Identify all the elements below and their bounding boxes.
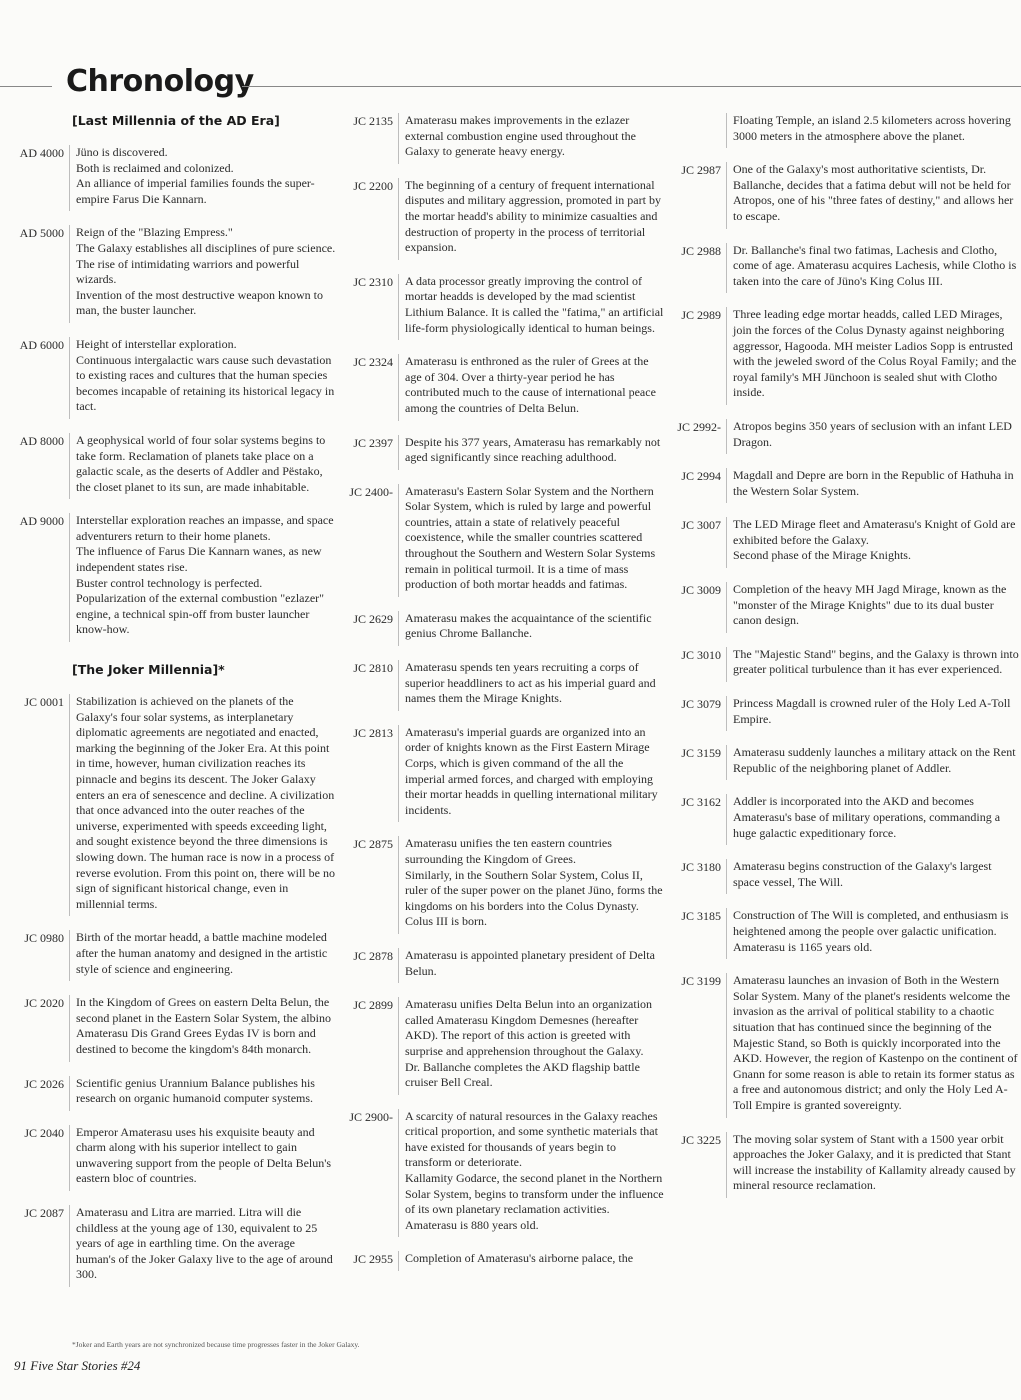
entry-body	[69, 1076, 336, 1111]
entry-line: Amaterasu makes improvements in the ezlazer external combustion engine used throughout the Galaxy to generate heavy energy.	[405, 113, 636, 159]
entry-date: JC 2813	[353, 725, 393, 740]
entry-body	[726, 419, 1021, 454]
timeline-entry	[336, 725, 664, 823]
entry-line: Amaterasu and Litra are married. Litra will die childless at the young age of 130, equivalent to 25 years of age in earthling time. On the average human's of the Joker Galaxy live to the age of around 300.	[76, 1205, 333, 1282]
joker-millennia-list	[0, 694, 336, 1287]
entry-date: JC 2878	[353, 948, 393, 963]
entry-line: Scientific genius Urannium Balance publishes his research on organic humanoid computer systems.	[76, 1075, 315, 1106]
entry-line: Birth of the mortar headd, a battle machine modeled after the human anatomy and designed in the artistic style of science and engineering.	[76, 930, 328, 976]
entry-body	[69, 337, 336, 419]
entry-date: JC 2994	[681, 469, 721, 484]
entry-line: Kallamity Godarce, the second planet in the Northern Solar System, begins to transform under the influence of its own planetary reclamation activities.	[405, 1171, 664, 1217]
timeline-entry	[664, 517, 1021, 568]
entry-date: AD 5000	[19, 226, 64, 241]
column-2	[336, 113, 664, 1285]
entry-body	[726, 745, 1021, 780]
entry-date: JC 2989	[681, 308, 721, 323]
entry-body	[398, 484, 664, 597]
entry-line: Amaterasu launches an invasion of Both in the Western Solar System. Many of the planet's residents welcome the invasion as the arrival of political stability to a chaotic situation that has continued since the beginning of the Majestic Stand, so Both is quickly incorporated into the AKD. However, the region of Kastenpo on the continent of Gnann for some reason is able to retain its former status as a free and autonomous district; and only the Holy Led A-Toll Empire is granted sovereignty.	[733, 973, 1018, 1112]
entry-date: JC 2992-	[677, 419, 721, 434]
entry-body	[69, 433, 336, 499]
column-1	[0, 113, 336, 1301]
entry-line: Magdall and Depre are born in the Republic of Hathuha in the Western Solar System.	[733, 468, 1014, 498]
entry-date: JC 3180	[681, 860, 721, 875]
entry-line: The influence of Farus Die Kannarn wanes, as new independent states rise.	[76, 544, 322, 575]
entry-date: JC 3009	[681, 583, 721, 598]
entry-body	[398, 113, 664, 164]
entry-date: JC 2400-	[349, 484, 393, 499]
entry-body	[726, 696, 1021, 731]
entry-date: AD 6000	[19, 337, 64, 352]
entry-body	[726, 973, 1021, 1117]
timeline-entry	[336, 948, 664, 983]
entry-line: Three leading edge mortar headds, called LED Mirages, join the forces of the Colus Dynasty against neighboring aggressor, Hagooda. MH meister Ladios Sopp is entrusted with the jeweled sword of the Colus Royal Family; and the royal family's MH Jünchoon is sealed shut with Clotho inside.	[733, 307, 1017, 400]
entry-date	[664, 113, 726, 148]
entry-body	[69, 995, 336, 1061]
timeline-entry	[0, 337, 336, 419]
entry-body	[69, 145, 336, 211]
entry-date: JC 3159	[681, 746, 721, 761]
timeline-entry	[664, 243, 1021, 294]
entry-date: JC 2875	[353, 837, 393, 852]
entry-body	[69, 1205, 336, 1287]
entry-line: Invention of the most destructive weapon known to man, the buster launcher.	[76, 287, 323, 318]
entry-line: An alliance of imperial families founds the super-empire Farus Die Kannarn.	[76, 176, 315, 206]
entry-line: Both is reclaimed and colonized.	[76, 160, 234, 175]
column-2-list	[336, 113, 664, 1271]
timeline-entry	[336, 660, 664, 711]
entry-line: Height of interstellar exploration.	[76, 336, 237, 351]
timeline-entry-continued	[664, 113, 1021, 148]
timeline-entry	[664, 794, 1021, 845]
entry-body	[398, 997, 664, 1095]
entry-body	[726, 162, 1021, 228]
entry-date: JC 2810	[353, 661, 393, 676]
entry-date: JC 2200	[353, 178, 393, 193]
section-heading-ad-era: [Last Millennia of the AD Era]	[72, 113, 280, 128]
timeline-entry	[336, 354, 664, 420]
entry-line: Construction of The Will is completed, and enthusiasm is heightened among the people over galactic unification.	[733, 908, 1009, 938]
page-number: 91 Five Star Stories #24	[14, 1358, 141, 1373]
entry-line: Completion of the heavy MH Jagd Mirage, known as the "monster of the Mirage Knights" due to its dual buster canon design.	[733, 582, 1007, 628]
entry-line: Despite his 377 years, Amaterasu has remarkably not aged significantly since reaching adulthood.	[405, 434, 661, 465]
footnote: *Joker and Earth years are not synchronized because time progresses faster in the Joker Galaxy.	[72, 1340, 360, 1349]
entry-line: The Galaxy establishes all disciplines of pure science.	[76, 240, 336, 255]
entry-line: Addler is incorporated into the AKD and becomes Amaterasu's base of military operations, commanding a huge galactic expeditionary force.	[733, 794, 1001, 840]
entry-body	[726, 794, 1021, 845]
entry-date: JC 0980	[24, 931, 64, 946]
entry-line: Amaterasu's Eastern Solar System and the Northern Solar System, which is ruled by large and powerful countries, attain a state of relatively peaceful coexistence, while the smaller countries scattered throughout the Southern and Western Solar Systems remain in political turmoil. It is a time of mass production of both mortar headds and fatimas.	[405, 483, 656, 592]
entry-body	[726, 307, 1021, 405]
timeline-entry	[0, 1205, 336, 1287]
entry-body	[398, 836, 664, 934]
entry-body	[69, 1125, 336, 1191]
entry-line: Jüno is discovered.	[76, 145, 168, 159]
entry-line: Dr. Ballanche completes the AKD flagship battle cruiser Bell Creal.	[405, 1059, 640, 1090]
entry-line: Completion of Amaterasu's airborne palace, the	[405, 1251, 634, 1266]
entry-line: A data processor greatly improving the control of mortar headds is developed by the mad scientist Lithium Balance. It is called the "fatima," an artificial life-form physiologically identical to human beings.	[405, 273, 664, 335]
entry-body	[398, 1251, 664, 1271]
entry-body	[726, 1132, 1021, 1198]
entry-date: JC 2629	[353, 611, 393, 626]
timeline-entry	[0, 930, 336, 981]
timeline-entry	[0, 995, 336, 1061]
timeline-entry	[664, 582, 1021, 633]
entry-line: One of the Galaxy's most authoritative scientists, Dr. Ballanche, decides that a fatima debut will not be held for Atropos, one of his "three fates of destiny," and allows her to escape.	[733, 162, 1014, 223]
entry-line: Amaterasu unifies the ten eastern countries surrounding the Kingdom of Grees.	[405, 836, 612, 866]
entry-body	[398, 435, 664, 470]
entry-line: Princess Magdall is crowned ruler of the Holy Led A-Toll Empire.	[733, 696, 1011, 726]
entry-date: JC 3079	[681, 697, 721, 712]
entry-body	[726, 582, 1021, 633]
entry-date: JC 2026	[24, 1076, 64, 1091]
entry-body	[726, 908, 1021, 959]
entry-date: JC 3162	[681, 795, 721, 810]
entry-line: Emperor Amaterasu uses his exquisite beauty and charm along with his superior intellect to gain unwavering support from the people of Delta Belun's eastern bloc of countries.	[76, 1124, 332, 1186]
timeline-entry	[0, 694, 336, 916]
entry-line: Amaterasu is 1165 years old.	[733, 939, 873, 954]
entry-date: AD 9000	[19, 514, 64, 529]
timeline-entry	[664, 1132, 1021, 1198]
entry-body	[726, 647, 1021, 682]
timeline-entry	[664, 647, 1021, 682]
entry-body	[726, 243, 1021, 294]
entry-line: Similarly, in the Southern Solar System, Colus II, ruler of the super power on the planet Jüno, forms the kingdoms on his borders into the Colus Dynasty.	[405, 867, 663, 913]
entry-body	[69, 225, 336, 323]
timeline-entry	[664, 419, 1021, 454]
timeline-entry	[336, 836, 664, 934]
entry-date: AD 8000	[19, 433, 64, 448]
timeline-entry	[0, 145, 336, 211]
timeline-entry	[336, 484, 664, 597]
entry-line: Continuous intergalactic wars cause such devastation to existing races and cultures that the human species becomes incapable of retaining its historical legacy in tact.	[76, 352, 335, 414]
timeline-entry	[664, 859, 1021, 894]
entry-line: Amaterasu begins construction of the Galaxy's largest space vessel, The Will.	[733, 859, 992, 889]
entry-date: JC 3007	[681, 518, 721, 533]
section-heading-joker-millennia: [The Joker Millennia]*	[72, 662, 225, 678]
entry-body	[69, 930, 336, 981]
timeline-entry	[664, 745, 1021, 780]
entry-date: JC 2324	[353, 355, 393, 370]
ad-era-list	[0, 145, 336, 642]
entry-line: A scarcity of natural resources in the Galaxy reaches critical proportion, and some synthetic materials that have existed for thousands of years begin to transform or deteriorate.	[405, 1108, 658, 1170]
entry-line: Amaterasu is 880 years old.	[405, 1217, 539, 1232]
entry-line: The moving solar system of Stant with a 1500 year orbit approaches the Joker Galaxy, and it is predicted that Stant will increase the instability of Kallamity already caused by mineral resource reclamation.	[733, 1131, 1016, 1193]
entry-date: JC 2900-	[349, 1109, 393, 1124]
timeline-entry	[336, 113, 664, 164]
entry-body	[726, 468, 1021, 503]
entry-body	[398, 725, 664, 823]
entry-date: AD 4000	[19, 146, 64, 160]
entry-line: Amaterasu unifies Delta Belun into an organization called Amaterasu Kingdom Demesnes (hereafter AKD). The report of this action is greeted with surprise and apprehension throughout the Galaxy.	[405, 997, 653, 1058]
entry-body	[398, 1109, 664, 1238]
timeline-entry	[0, 433, 336, 499]
entry-date: JC 2310	[353, 274, 393, 289]
entry-date: JC 2988	[681, 243, 721, 258]
entry-line: In the Kingdom of Grees on eastern Delta Belun, the second planet in the Eastern Solar System, the albino Amaterasu Dis Grand Grees Eydas IV is born and destined to become the kingdom's 84th monarch.	[76, 995, 331, 1056]
entry-date: JC 2397	[353, 435, 393, 450]
timeline-entry	[336, 1109, 664, 1238]
timeline-entry	[0, 1076, 336, 1111]
entry-body	[398, 611, 664, 646]
page-title: Chronology	[66, 64, 254, 99]
entry-line: Colus III is born.	[405, 914, 487, 929]
entry-line: Buster control technology is perfected.	[76, 575, 263, 590]
timeline-entry	[0, 513, 336, 642]
entry-body	[398, 178, 664, 260]
entry-date: JC 2040	[24, 1125, 64, 1140]
timeline-entry	[336, 435, 664, 470]
column-3-list	[664, 162, 1021, 1198]
entry-body	[726, 113, 1021, 148]
entry-body	[398, 274, 664, 340]
entry-line: Interstellar exploration reaches an impasse, and space adventurers return to their home planets.	[76, 513, 334, 543]
entry-body	[726, 517, 1021, 568]
timeline-entry	[336, 1251, 664, 1271]
timeline-entry	[336, 178, 664, 260]
entry-date: JC 2899	[353, 998, 393, 1013]
entry-date: JC 2987	[681, 163, 721, 178]
entry-body	[69, 694, 336, 916]
entry-line: Amaterasu's imperial guards are organized into an order of knights known as the First Eastern Mirage Corps, which is given command of the all the imperial armed forces, and charged with employing their mortar headds in quelling international military incidents.	[405, 724, 658, 817]
timeline-entry	[336, 274, 664, 340]
entry-date: JC 2135	[353, 114, 393, 128]
entry-line: Amaterasu makes the acquaintance of the scientific genius Chrome Ballanche.	[405, 610, 652, 641]
timeline-entry	[664, 696, 1021, 731]
entry-body	[398, 354, 664, 420]
entry-line: Atropos begins 350 years of seclusion with an infant LED Dragon.	[733, 418, 1012, 449]
entry-body	[726, 859, 1021, 894]
entry-line: A geophysical world of four solar systems begins to take form. Reclamation of planets take place on a galactic scale, as the deserts of Addler and Pëstako, the closet planet to its sun, are made inhabitable.	[76, 432, 326, 494]
entry-body	[69, 513, 336, 642]
header-rule-left	[0, 86, 52, 87]
entry-body	[398, 660, 664, 711]
header-rule-right	[242, 86, 1021, 87]
entry-date: JC 3199	[681, 974, 721, 989]
entry-date: JC 0001	[24, 695, 64, 710]
entry-body	[398, 948, 664, 983]
timeline-entry	[0, 1125, 336, 1191]
entry-line: The beginning of a century of frequent international disputes and military aggression, promoted in part by the mortar headd's ability to minimize casualties and destruction of property in the process of territorial expansion.	[405, 177, 661, 255]
entry-date: JC 2020	[24, 996, 64, 1011]
timeline-entry	[336, 611, 664, 646]
entry-date: JC 2955	[353, 1252, 393, 1267]
entry-line: Floating Temple, an island 2.5 kilometers across hovering 3000 meters in the atmosphere above the planet.	[733, 113, 1011, 143]
page-header	[0, 62, 1021, 102]
entry-line: Second phase of the Mirage Knights.	[733, 548, 911, 563]
timeline-entry	[664, 973, 1021, 1117]
entry-date: JC 3225	[681, 1132, 721, 1147]
timeline-entry	[664, 908, 1021, 959]
entry-date: JC 3185	[681, 909, 721, 924]
entry-date: JC 3010	[681, 647, 721, 662]
entry-line: Amaterasu suddenly launches a military attack on the Rent Republic of the neighboring planet of Addler.	[733, 745, 1016, 775]
entry-line: The "Majestic Stand" begins, and the Galaxy is thrown into greater political turbulence than it has ever experienced.	[733, 646, 1019, 677]
entry-date: JC 2087	[24, 1206, 64, 1221]
timeline-entry	[0, 225, 336, 323]
column-3	[664, 113, 1021, 1212]
entry-line: Amaterasu is enthroned as the ruler of Grees at the age of 304. Over a thirty-year period he has contributed much to the cause of international peace among the countries of Delta Belun.	[405, 354, 656, 415]
timeline-entry	[664, 468, 1021, 503]
timeline-entry	[664, 162, 1021, 228]
entry-line: Amaterasu spends ten years recruiting a corps of superior headdliners to act as his imperial guard and names them the Mirage Knights.	[405, 660, 656, 706]
entry-line: Popularization of the external combustion "ezlazer" engine, a technical spin-off from buster launcher know-how.	[76, 591, 325, 637]
timeline-entry	[336, 997, 664, 1095]
entry-line: The LED Mirage fleet and Amaterasu's Knight of Gold are exhibited before the Galaxy.	[733, 517, 1016, 547]
entry-line: The rise of intimidating warriors and powerful wizards.	[76, 256, 300, 287]
entry-line: Amaterasu is appointed planetary president of Delta Belun.	[405, 947, 655, 978]
entry-line: Stabilization is achieved on the planets of the Galaxy's four solar systems, as interplanetary diplomatic agreements are negotiated and enacted, marking the beginning of the Joker Era. At this point in time, however, human civilization reaches its pinnacle and begins its descent. The Joker Galaxy enters an era of senescence and decline. A civilization that once advanced into the outer reaches of the universe, experimented with speeds exceeding light, and sought existence beyond the three dimensions is slowing down. The human race is now in a process of reverse evolution. From this point on, there will be no sign of significant historical change, even in millennial terms.	[76, 694, 335, 911]
timeline-entry	[664, 307, 1021, 405]
entry-line: Dr. Ballanche's final two fatimas, Lachesis and Clotho, come of age. Amaterasu acquires Lachesis, while Clotho is taken into the care of Jüno's King Colus III.	[733, 242, 1017, 288]
entry-line: Reign of the "Blazing Empress."	[76, 225, 233, 240]
